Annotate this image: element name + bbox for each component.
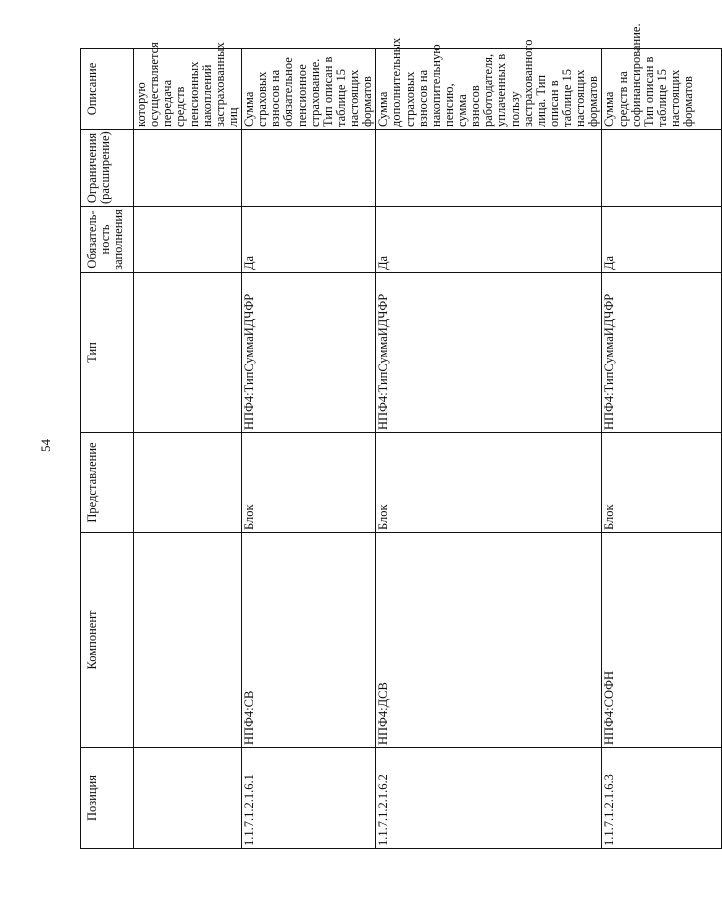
table-row — [376, 49, 602, 849]
cell-representation: Блок — [602, 433, 722, 533]
cell-component: НПФ4:СОФН — [602, 533, 722, 748]
cell-restrictions — [376, 130, 602, 207]
cell-representation: Блок — [376, 433, 602, 533]
header-position: Позиция — [81, 748, 134, 849]
header-row — [81, 49, 134, 849]
table-row — [602, 49, 722, 849]
header-mandatory: Обязатель-ность заполнения — [81, 207, 134, 273]
cell-position — [134, 748, 242, 849]
cell-position: 1.1.7.1.2.1.6.2 — [376, 748, 602, 849]
cell-mandatory: Да — [242, 207, 376, 273]
cell-type — [134, 273, 242, 433]
cell-representation — [134, 433, 242, 533]
cell-component: НПФ4:ДСВ — [376, 533, 602, 748]
cell-restrictions — [602, 130, 722, 207]
cell-component: НПФ4:СВ — [242, 533, 376, 748]
header-component: Компонент — [81, 533, 134, 748]
cell-component — [134, 533, 242, 748]
header-representation: Представление — [81, 433, 134, 533]
header-restrictions: Ограничения (расширение) — [81, 130, 134, 207]
cell-description: Сумма страховых взносов на обязательное пенсионное страхование. Тип описан в таблице 15 настоящих форматов — [242, 49, 376, 130]
continuation-row — [134, 49, 242, 849]
cell-mandatory — [134, 207, 242, 273]
rotated-table-container — [80, 23, 696, 849]
cell-description: Сумма дополнительных страховых взносов на накопительную пенсию, сумма взносов работодателя, уплаченных в пользу застрахованного лица. Тип описан в таблице 15 настоящих форматов — [376, 49, 602, 130]
table-row — [242, 49, 376, 849]
cell-position: 1.1.7.1.2.1.6.3 — [602, 748, 722, 849]
cell-type: НПФ4:ТипСуммаИДЧФР — [602, 273, 722, 433]
cell-mandatory: Да — [602, 207, 722, 273]
cell-restrictions — [242, 130, 376, 207]
cell-mandatory: Да — [376, 207, 602, 273]
cell-position: 1.1.7.1.2.1.6.1 — [242, 748, 376, 849]
cell-type: НПФ4:ТипСуммаИДЧФР — [376, 273, 602, 433]
cell-restrictions — [134, 130, 242, 207]
header-type: Тип — [81, 273, 134, 433]
header-description: Описание — [81, 49, 134, 130]
cell-representation: Блок — [242, 433, 376, 533]
cell-description: Сумма средств на софинансирование. Тип описан в таблице 15 настоящих форматов — [602, 49, 722, 130]
cell-type: НПФ4:ТипСуммаИДЧФР — [242, 273, 376, 433]
format-table — [80, 23, 722, 849]
page-number: 54 — [38, 439, 53, 452]
cell-description: которую осуществляется передача средств пенсионных накоплений застрахованных лиц — [134, 49, 242, 130]
